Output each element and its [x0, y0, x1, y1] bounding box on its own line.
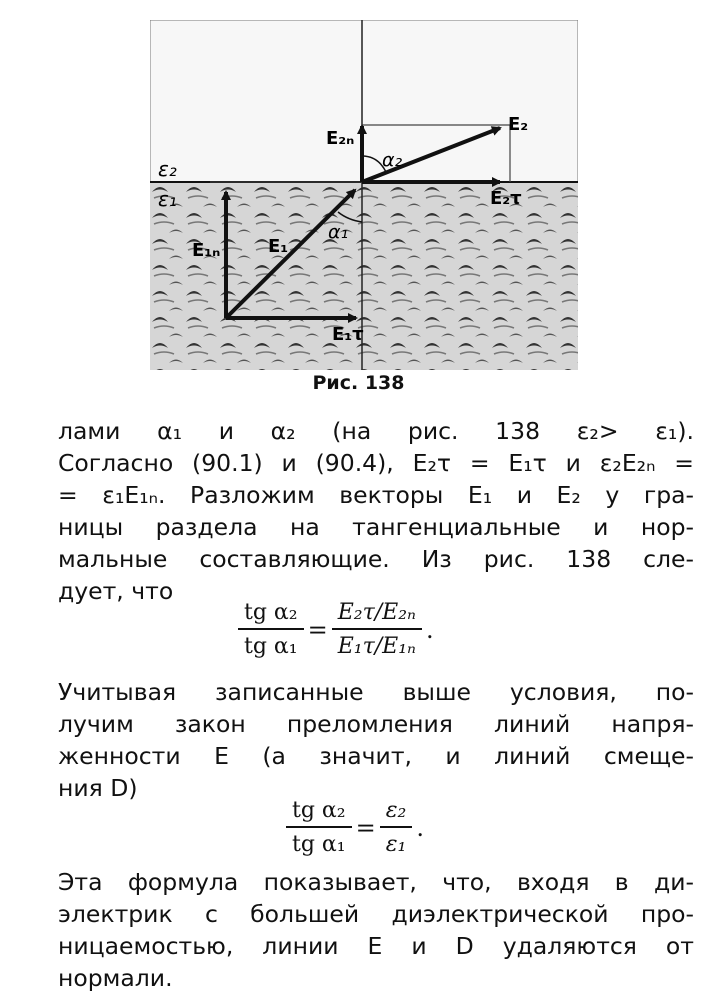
text-line: мальные составляющие. Из рис. 138 сле-	[58, 545, 694, 573]
eq2-right-fraction	[380, 798, 413, 857]
label-e2: E₂	[508, 114, 529, 135]
eq1-right-fraction	[332, 600, 422, 659]
label-e1: E₁	[268, 236, 289, 257]
text-line: электрик с большей диэлектрической про-	[58, 900, 694, 928]
eq1-left-den: tg α₁	[244, 634, 298, 659]
eq2-right-num: ε₂	[380, 798, 413, 828]
text-line: нормали.	[58, 964, 173, 992]
eq2-left-fraction	[286, 798, 352, 857]
text-line: лами α₁ и α₂ (на рис. 138 ε₂> ε₁).	[58, 417, 694, 445]
label-alpha1: α₁	[328, 221, 349, 243]
text-line: дует, что	[58, 577, 174, 605]
eq2-period: .	[416, 813, 424, 842]
text-line: = ε₁E₁ₙ. Разложим векторы E₁ и E₂ у гра-	[58, 481, 694, 509]
label-alpha2: α₂	[382, 149, 403, 171]
label-e1tau: E₁τ	[332, 324, 364, 345]
lower-medium	[150, 182, 578, 370]
paragraph-1	[58, 415, 694, 607]
eq1-left-fraction	[238, 600, 304, 659]
equation-1	[238, 600, 438, 659]
text-line: ницаемостью, линии E и D удаляются от	[58, 932, 694, 960]
text-line: Эта формула показывает, что, входя в ди-	[58, 868, 694, 896]
paragraph-2	[58, 676, 694, 804]
label-e1n: E₁ₙ	[192, 240, 221, 261]
text-line: Согласно (90.1) и (90.4), E₂τ = E₁τ и ε₂E₂ₙ =	[58, 449, 694, 477]
text-line: женности E (а значит, и линий смеще-	[58, 742, 694, 770]
eq1-right-num: E₂τ/E₂ₙ	[332, 600, 422, 630]
text-line: ницы раздела на тангенциальные и нор-	[58, 513, 694, 541]
eq1-period: .	[425, 615, 434, 644]
label-eps2: ε₂	[158, 157, 177, 181]
text-line: Учитывая записанные выше условия, по-	[58, 678, 694, 706]
paragraph-3	[58, 866, 694, 994]
equation-2	[286, 798, 428, 857]
label-e2tau: E₂τ	[490, 188, 522, 209]
eq1-left-num: tg α₂	[238, 600, 304, 630]
refraction-figure	[150, 20, 578, 370]
text-line: лучим закон преломления линий напря-	[58, 710, 694, 738]
eq2-right-den: ε₁	[385, 832, 407, 857]
eq2-left-den: tg α₁	[292, 832, 346, 857]
eq1-equals: =	[307, 615, 328, 644]
label-eps1: ε₁	[158, 187, 177, 211]
eq2-left-num: tg α₂	[286, 798, 352, 828]
eq1-right-den: E₁τ/E₁ₙ	[337, 634, 416, 659]
figure-caption: Рис. 138	[312, 372, 405, 394]
text-line: ния D)	[58, 774, 138, 802]
eq2-equals: =	[355, 813, 376, 842]
label-e2n: E₂ₙ	[326, 128, 355, 149]
